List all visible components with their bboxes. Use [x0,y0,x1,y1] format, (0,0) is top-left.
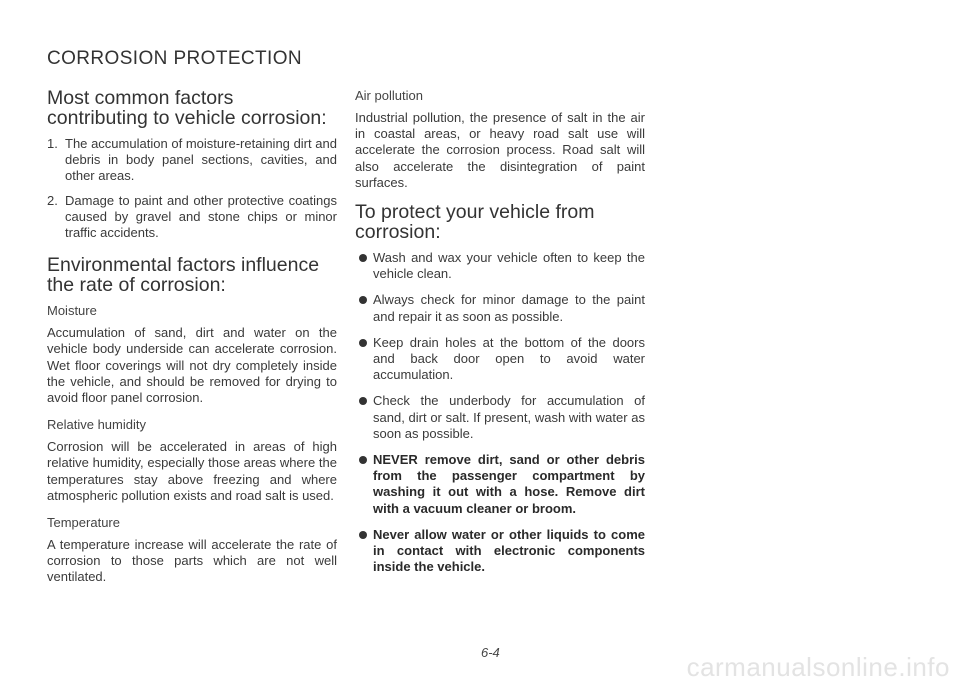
watermark: carmanualsonline.info [686,652,950,682]
tip-text: Keep drain holes at the bottom of the doors and back door open to avoid water accumulation. [373,334,645,383]
page-number: 6-4 [481,645,500,660]
humidity-text: Corrosion will be accelerated in areas of high relative humidity, especially those areas where the temperatures stay above freezing and where atmospheric pollution exists and road salt is used. [47,439,337,503]
list-item [355,250,645,282]
temperature-title: Temperature [47,515,120,531]
bullet-icon [359,456,367,464]
left-column [47,88,337,597]
air-pollution-text: Industrial pollution, the presence of salt in the air in coastal areas, or heavy road salt use will accelerate the corrosion process. Road salt will also accelerate the disintegration of paint surfaces. [355,110,645,190]
tip-text: Always check for minor damage to the paint and repair it as soon as possible. [373,292,645,324]
bullet-icon [359,296,367,304]
bullet-icon [359,339,367,347]
list-item-text: Damage to paint and other protective coatings caused by gravel and stone chips or minor traffic accidents. [65,192,337,241]
tips-list [355,250,645,575]
tip-text: NEVER remove dirt, sand or other debris from the passenger compartment by washing it out with a hose. Remove dirt with a vacuum cleaner or broom. [373,452,645,516]
humidity-title: Relative humidity [47,417,146,433]
tip-text: Never allow water or other liquids to come in contact with electronic components inside the vehicle. [373,526,645,575]
moisture-title: Moisture [47,303,97,319]
factors-heading: Most common factors contributing to vehicle corrosion: [47,87,327,129]
list-item-warning [355,452,645,517]
bullet-icon [359,531,367,539]
list-item [355,292,645,324]
list-number: 1. [47,136,58,151]
list-number: 2. [47,192,58,208]
list-item [47,136,337,185]
page-title: CORROSION PROTECTION [47,48,303,69]
air-pollution-title: Air pollution [355,88,423,103]
moisture-text: Accumulation of sand, dirt and water on the vehicle body underside can accelerate corrosion. Wet floor coverings will not dry completely inside the vehicle, and should be removed for drying to avoid floor panel corrosion. [47,325,337,406]
bullet-icon [359,254,367,262]
list-item-warning [355,527,645,576]
bullet-icon [359,397,367,405]
protect-heading: To protect your vehicle from corrosion: [355,201,595,244]
list-item [355,393,645,442]
environmental-heading: Environmental factors influence the rate of corrosion: [47,254,320,297]
factors-list [47,136,337,241]
tip-text: Check the underbody for accumulation of sand, dirt or salt. If present, wash with water as soon as possible. [373,393,645,441]
temperature-text: A temperature increase will accelerate the rate of corrosion to those parts which are not well ventilated. [47,537,337,585]
list-item-text: The accumulation of moisture-retaining dirt and debris in body panel sections, cavities, and other areas. [65,136,337,184]
right-column [355,88,645,585]
list-item [47,193,337,242]
tip-text: Wash and wax your vehicle often to keep the vehicle clean. [373,250,645,282]
list-item [355,335,645,384]
